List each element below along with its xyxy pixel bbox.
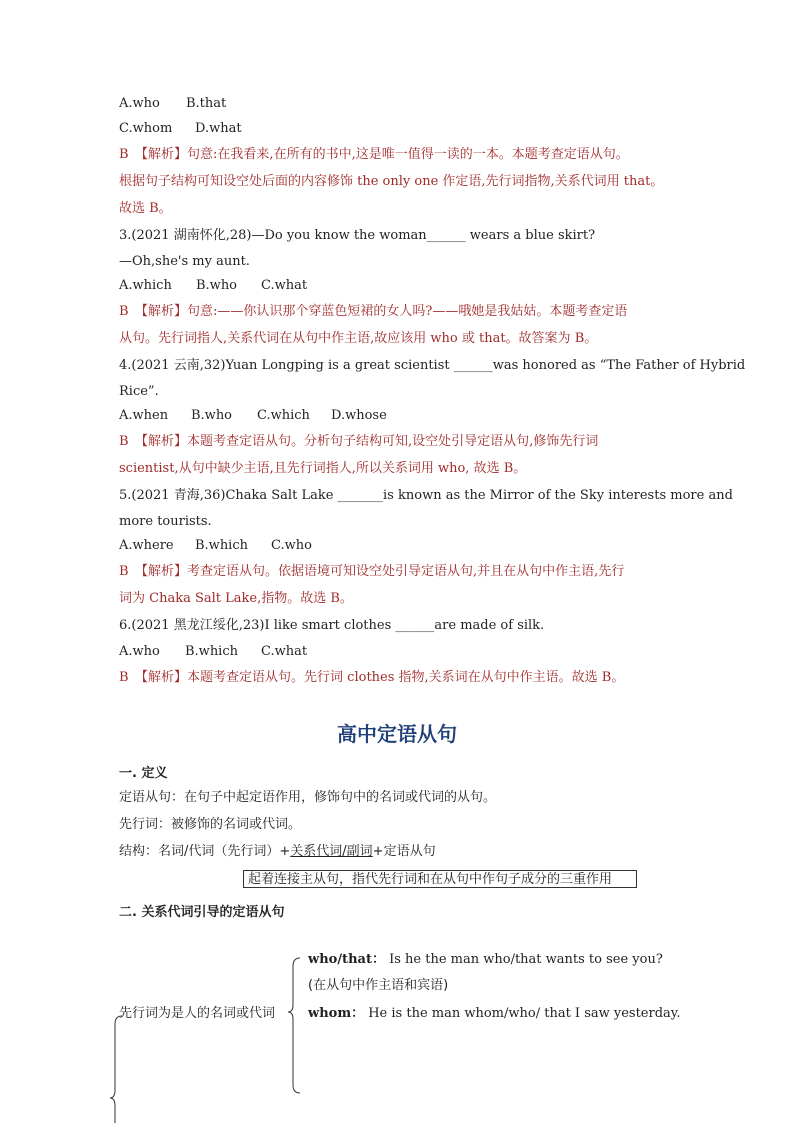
- question-reply: —Oh,she's my aunt.: [119, 254, 250, 269]
- option: D.whose: [331, 408, 387, 423]
- option: A.who: [119, 96, 160, 111]
- option: C.whom: [119, 121, 173, 136]
- answer-explanation: B 【解析】句意:——你认识那个穿蓝色短裙的女人吗?——哦她是我姑姑。本题考查定语: [119, 304, 628, 319]
- option: D.what: [195, 121, 242, 136]
- option: B.that: [186, 96, 227, 111]
- who-example: Is he the man who/that wants to see you?: [389, 952, 663, 967]
- who-label: who/that：: [308, 952, 385, 967]
- question-stem: 3.(2021 湖南怀化,28)—Do you know the woman______ wears a blue skirt?: [119, 228, 596, 243]
- whom-label: whom：: [308, 1006, 365, 1021]
- option: C.which: [257, 408, 310, 423]
- option: B.which: [185, 644, 238, 659]
- answer-explanation: scientist,从句中缺少主语,且先行词指人,所以关系词用 who, 故选 B。: [119, 461, 527, 476]
- option: A.when: [119, 408, 169, 423]
- option: A.who: [119, 644, 160, 659]
- definition-text: 定语从句：在句子中起定语作用，修饰句中的名词或代词的从句。: [119, 790, 497, 805]
- option: A.which: [119, 278, 172, 293]
- who-row: [308, 952, 663, 968]
- antecedent-label: 先行词为是人的名词或代词: [119, 1006, 276, 1021]
- antecedent-text: 先行词：被修饰的名词或代词。: [119, 817, 302, 832]
- structure-underlined: 关系代词/副词: [290, 844, 373, 859]
- option: C.who: [271, 538, 312, 553]
- answer-explanation: 故选 B。: [119, 201, 172, 216]
- answer-explanation: B 【解析】本题考查定语从句。先行词 clothes 指物,关系词在从句中作主语。故选 B。: [119, 670, 625, 685]
- section-heading: 二. 关系代词引导的定语从句: [119, 905, 285, 920]
- option: C.what: [261, 644, 308, 659]
- option: B.who: [191, 408, 233, 423]
- question-stem: Rice”.: [119, 384, 159, 399]
- answer-explanation: B 【解析】本题考查定语从句。分析句子结构可知,设空处引导定语从句,修饰先行词: [119, 434, 599, 449]
- answer-explanation: 从句。先行词指人,关系代词在从句中作主语,故应该用 who 或 that。故答案为 B。: [119, 331, 598, 346]
- answer-explanation: B 【解析】考查定语从句。依据语境可知设空处引导定语从句,并且在从句中作主语,先行: [119, 564, 625, 579]
- option: B.which: [195, 538, 248, 553]
- structure-suffix: +定语从句: [372, 844, 436, 859]
- section-heading: 一. 定义: [119, 766, 168, 781]
- who-note: (在从句中作主语和宾语): [308, 978, 449, 993]
- question-stem: 4.(2021 云南,32)Yuan Longping is a great scientist ______was honored as “The Father of Hybrid: [119, 358, 746, 373]
- question-stem: 6.(2021 黑龙江绥化,23)I like smart clothes ______are made of silk.: [119, 618, 545, 633]
- answer-explanation: 根据句子结构可知设空处后面的内容修饰 the only one 作定语,先行词指物,关系代词用 that。: [119, 174, 664, 189]
- callout-box: 起着连接主从句，指代先行词和在从句中作句子成分的三重作用: [243, 870, 637, 888]
- option: C.what: [261, 278, 308, 293]
- question-stem: more tourists.: [119, 514, 212, 529]
- option: B.who: [196, 278, 238, 293]
- left-brace: [110, 1016, 122, 1123]
- right-brace: [288, 958, 300, 1093]
- option: A.where: [119, 538, 174, 553]
- structure-prefix: 结构：名词/代词（先行词）+: [119, 844, 291, 859]
- structure-text: [119, 844, 436, 860]
- whom-row: [308, 1006, 681, 1022]
- answer-explanation: B 【解析】句意:在我看来,在所有的书中,这是唯一值得一读的一本。本题考查定语从句。: [119, 147, 629, 162]
- page-title: 高中定语从句: [337, 722, 457, 746]
- whom-example: He is the man whom/who/ that I saw yesterday.: [368, 1006, 681, 1021]
- question-stem: 5.(2021 青海,36)Chaka Salt Lake _______is known as the Mirror of the Sky interests more and: [119, 488, 733, 503]
- answer-explanation: 词为 Chaka Salt Lake,指物。故选 B。: [119, 591, 353, 606]
